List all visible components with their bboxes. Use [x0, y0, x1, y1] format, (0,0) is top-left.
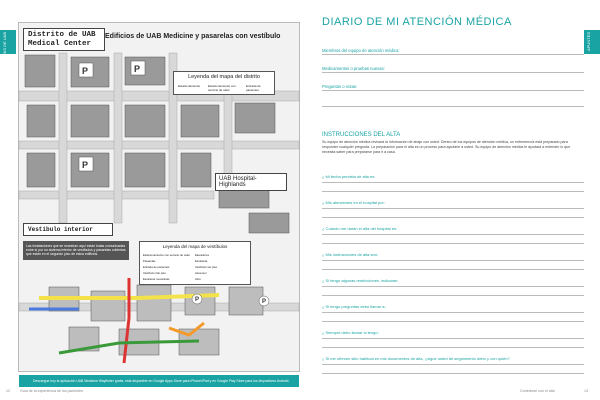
legend-item: Escaleras [195, 259, 208, 263]
question-label: ¿ Si me ofrecen sitio habitual en mis documentos de alta, ¿sigue usted de seguimiento debo y con quién? [322, 356, 510, 361]
wayfinder-footer-text: Descargue hoy la aplicación UAB Medicine Wayfinder gratis, está disponible en Google Apps Store para iPhone/iPad y en Google Play Store para los dispositivos Android. [33, 379, 290, 383]
legend-item: Pasarelas [143, 259, 156, 263]
field-extra-line[interactable] [322, 100, 584, 108]
legend-item: Vestíbulo 2do piso [143, 271, 166, 275]
discharge-section-title: INSTRUCCIONES DEL ALTA [322, 132, 401, 138]
svg-text:P: P [82, 160, 89, 170]
question-label: ¿ Mis atenciones en el hospital por: [322, 200, 385, 205]
vestibule-legend-title: Leyenda del mapa de vestíbulos [162, 244, 228, 249]
field-label: Preguntas o notas: [322, 84, 358, 89]
legend-parking: Estacionamiento [178, 84, 201, 88]
svg-text:P: P [134, 64, 141, 74]
diary-title: DIARIO DE MI ATENCIÓN MÉDICA [322, 16, 512, 28]
field-medications[interactable] [322, 66, 584, 74]
interior-note: Las instalaciones que se muestran aquí están todas comunicadas entre sí por un sistema interior de vestíbulos y pasarelas cubiertas que están en el segundo piso de estos edificios. [23, 241, 129, 260]
svg-text:P: P [82, 66, 89, 76]
highlands-label: UAB Hospital-Highlands [215, 173, 287, 191]
vestibule-legend [139, 241, 251, 285]
field-care-team[interactable] [322, 48, 584, 56]
svg-text:P: P [262, 299, 267, 305]
question-label: ¿ Si tengo algunas restricciones, indicarán: [322, 278, 399, 283]
footer-right-text: Conéctese con el alta [520, 389, 555, 393]
legend-entrance: Entrada de pacientes [246, 84, 261, 92]
care-diary [322, 14, 584, 384]
interior-label: Vestíbulo interior [23, 223, 113, 236]
district-legend-title: Leyenda del mapa del distrito [188, 74, 260, 80]
field-questions[interactable] [322, 84, 584, 92]
question-label: ¿ Mi fecha prevista de alta es: [322, 174, 376, 179]
question-call-when[interactable] [322, 330, 584, 352]
legend-item: Elevadores [195, 253, 209, 257]
question-call-who[interactable] [322, 304, 584, 326]
legend-item: Entrada de pacientes [143, 265, 170, 269]
question-follow-up[interactable] [322, 356, 584, 378]
page-number-left: 12 [6, 389, 10, 393]
right-tab [584, 30, 600, 54]
district-legend [173, 71, 275, 95]
field-label: Medicamentos o pruebas nuevas: [322, 66, 385, 71]
legend-valet: Estacionamiento con servicio de valet [208, 84, 236, 92]
question-label: ¿ Siempre debo llamar si tengo: [322, 330, 379, 335]
legend-item: Ascensor [195, 271, 207, 275]
left-tab-label: MAPAS DE UAB [2, 32, 7, 62]
question-label: ¿ Mis instrucciones de alta son: [322, 252, 379, 257]
legend-item: Estacionamiento con servicio de valet [143, 253, 190, 257]
footer-left-text: Guía de la experiencia de los pacientes [20, 389, 83, 393]
map-title: Edificios de UAB Medicine y pasarelas con vestíbulo [105, 33, 281, 40]
page-number-right: 13 [584, 389, 588, 393]
question-discharge-when[interactable] [322, 226, 584, 248]
discharge-paragraph: Su equipo de atención médica revisará la información de abajo con usted. Dentro de los equipos de atención médica, un enfermero/a está preparado para responder cualquier pregunta. La preparación para el alta es un proceso para ayudarle a usted. Su equipo de atención médica le ayudará a entender lo que necesita saber para prepararse para ir a casa. [322, 140, 571, 154]
right-tab-label: APUNTES [586, 32, 591, 51]
field-label: Miembros del equipo de atención médica: [322, 48, 400, 53]
svg-text:P: P [195, 297, 200, 303]
left-tab [0, 30, 16, 62]
question-instructions[interactable] [322, 252, 584, 274]
legend-item: Escaleras mecánicas [143, 277, 170, 281]
question-label: ¿ Cuándo me darán el alta del hospital en: [322, 226, 398, 231]
question-hospital-stay[interactable] [322, 200, 584, 222]
wayfinder-footer [19, 375, 299, 387]
question-discharge-date[interactable] [322, 174, 584, 196]
legend-item: Atrio [195, 277, 201, 281]
district-label: Distrito de UAB Medical Center [23, 28, 105, 51]
question-label: ¿ Si tengo preguntas debo llamar a: [322, 304, 386, 309]
question-restrictions[interactable] [322, 278, 584, 300]
legend-item: Vestíbulo 1er piso [195, 265, 218, 269]
district-map [18, 22, 300, 383]
